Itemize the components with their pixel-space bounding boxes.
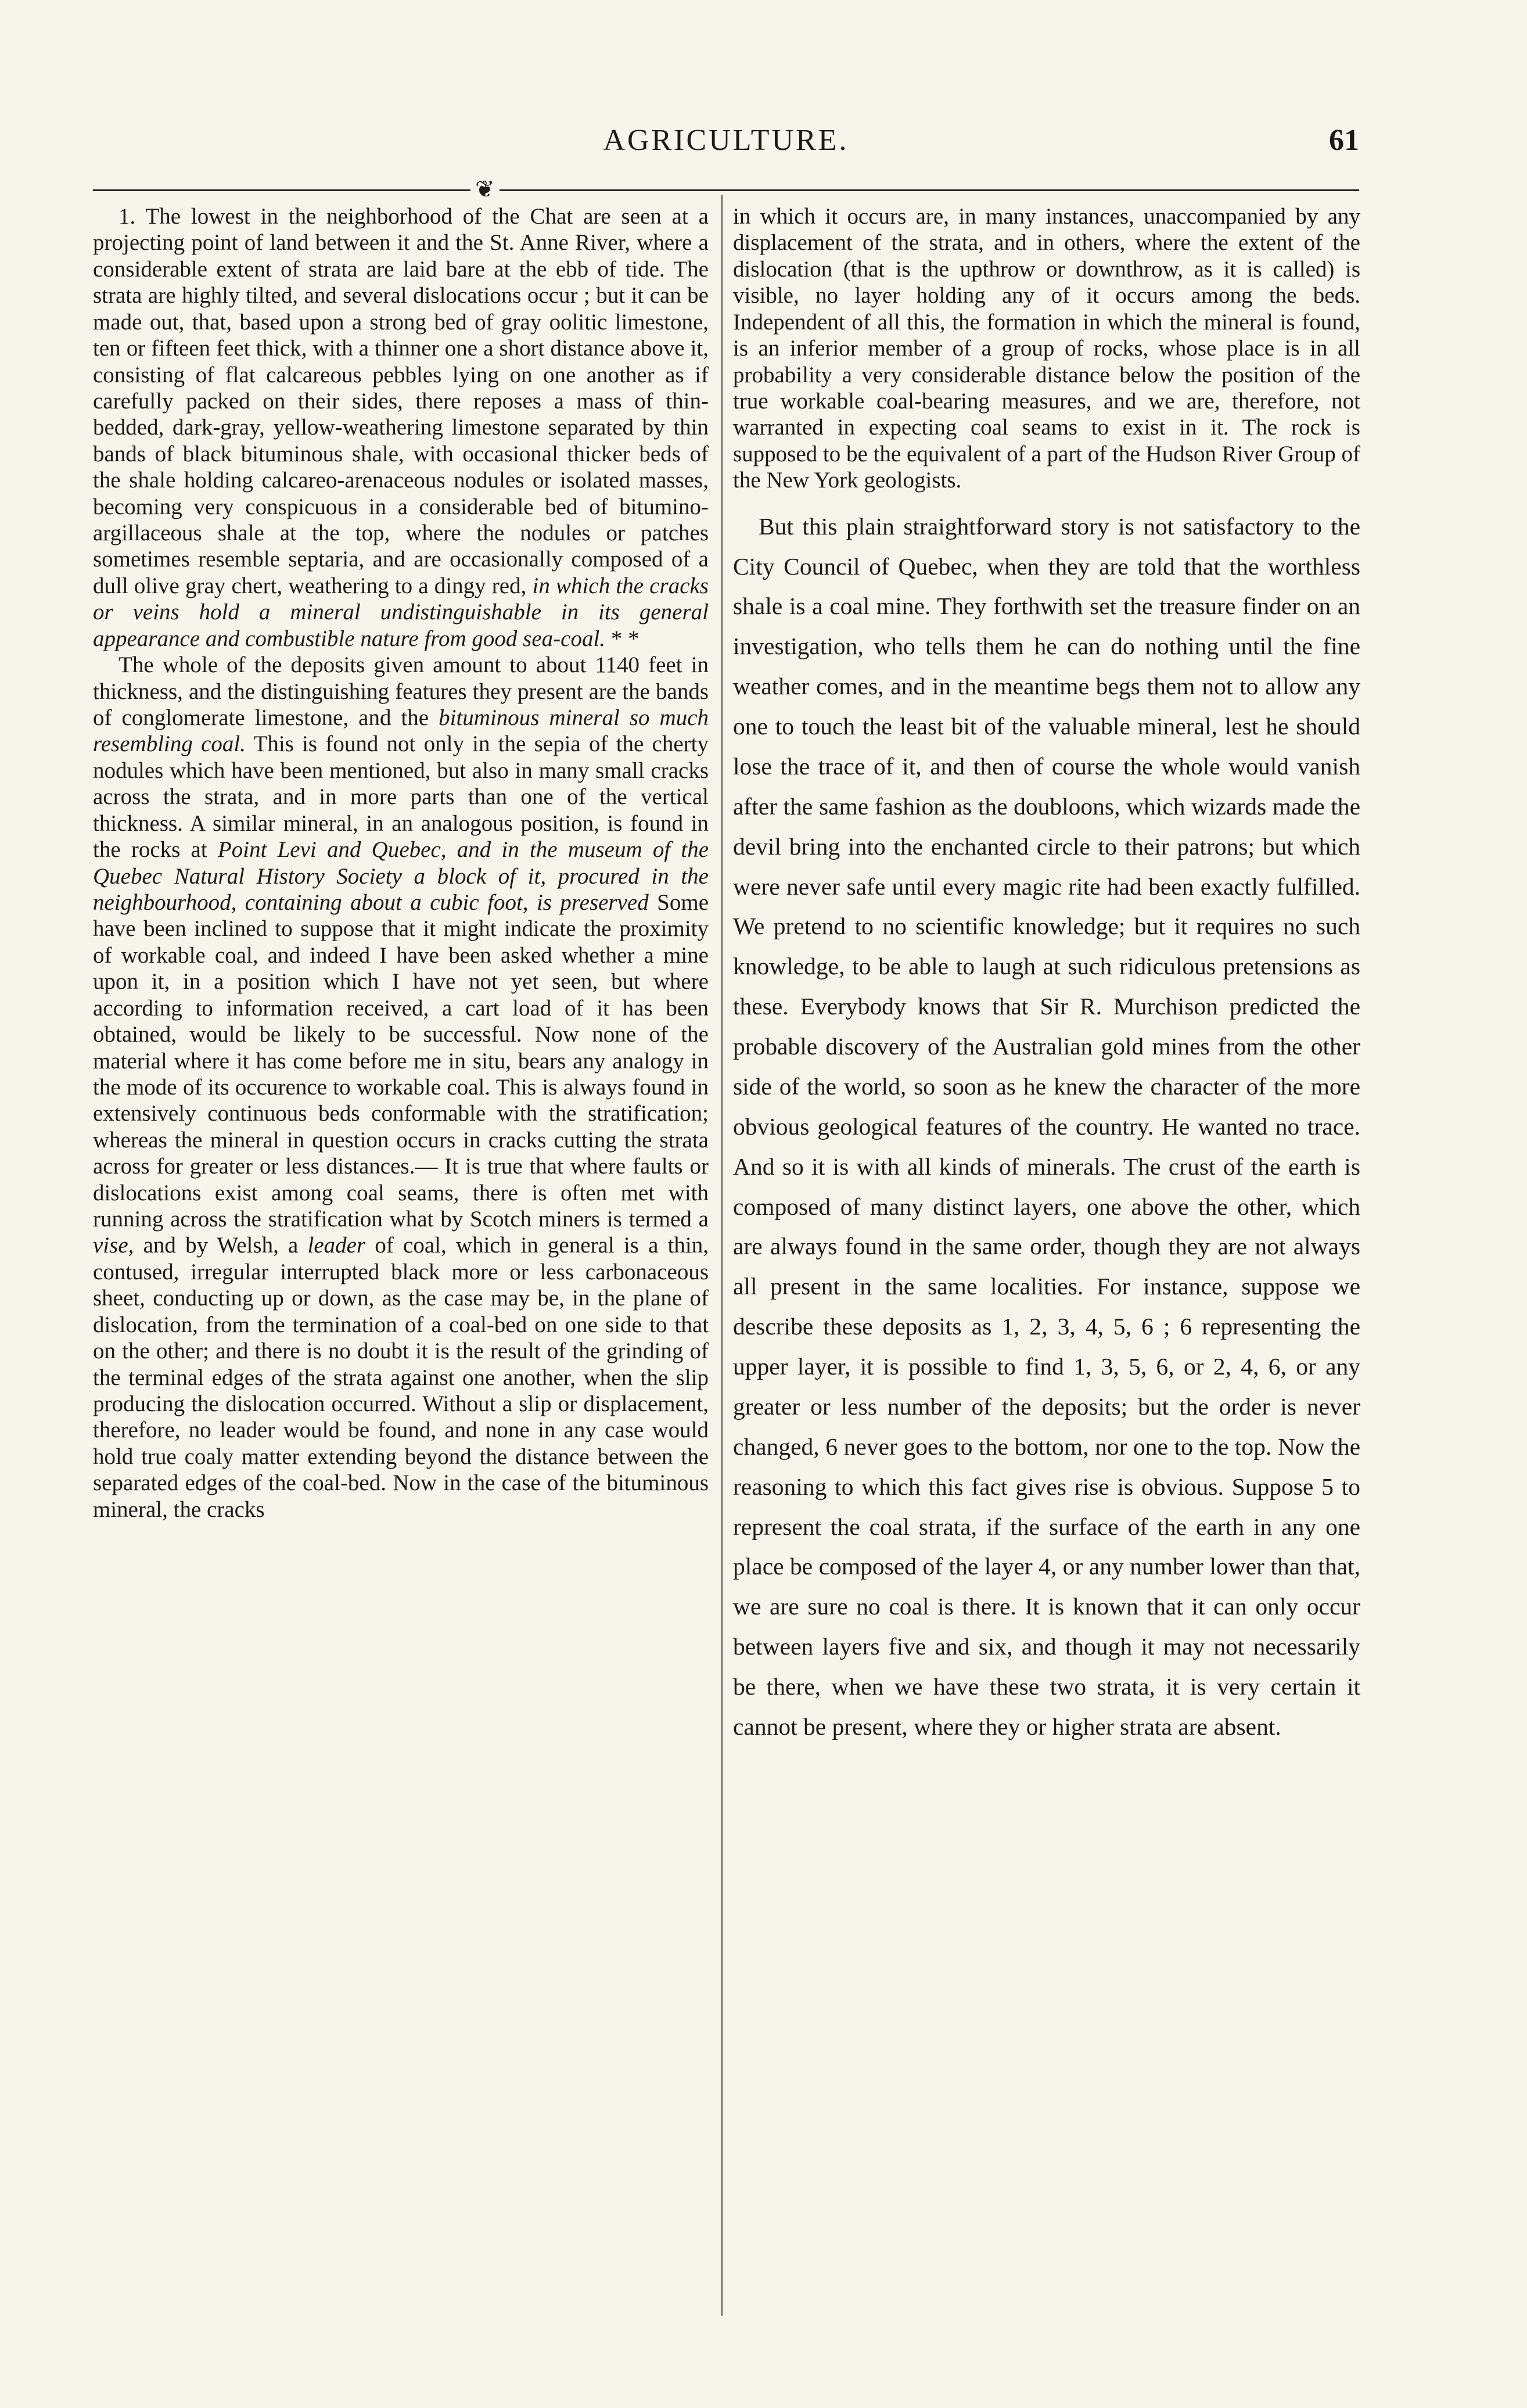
paragraph-continuation: in which it occurs are, in many instances, unaccompanied by any displacement of the strata, and in others, where the extent of the dislocation (that is the upthrow or downthrow, as it is called) is visible, no layer holding any of it occurs among the beds. Independent of all this, the formation in which the mineral is found, is an inferior member of a group of rocks, whose place is in all probability a very considerable distance below the position of the true workable coal-bearing measures, and we are, therefore, not warranted in expecting coal seams to exist in it. The rock is supposed to be the equivalent of a part of the Hudson River Group of the New York geologists. [733, 204, 1360, 493]
text-run: Some have been inclined to suppose that it might indicate the proximity of workable coal, and indeed I have been asked whether a mine upon it, in a position which I have not yet seen, but where according to information received, a cart load of it has been obtained, would be likely to be successful. Now none of the material where it has come before me in situ, bears any analogy in the mode of its occurence to workable coal. This is always found in extensively continuous beds conformable with the stratification; whereas the mineral in question occurs in cracks cutting the strata across for greater or less distances.— It is true that where faults or dislocations exist among coal seams, there is often met with running across the stratification what by Scotch miners is termed a [93, 889, 709, 1232]
left-column [93, 203, 709, 2318]
text-run: The whole of the deposits given amount to about 1140 feet in thickness, and the distinguishing features they present are the bands of conglomerate limestone, and the [93, 652, 709, 731]
italic-run: vise, [93, 1233, 134, 1258]
page-header [93, 123, 1359, 170]
header-rule-line [93, 189, 1359, 191]
column-divider [721, 195, 723, 2316]
right-column [733, 203, 1360, 2318]
header-rule [93, 176, 1359, 202]
italic-run: Point Levi and Quebec, and in the museum of the Quebec Natural History Society a block of it, procured in the neighbourhood, containing about a cubic foot, is preserved [93, 837, 709, 915]
paragraph-lowest-strata [93, 203, 709, 652]
text-run: 1. The lowest in the neighborhood of the Chat are seen at a projecting point of land between it and the St. Anne River, where a considerable extent of strata are laid bare at the ebb of tide. The strata are highly tilted, and several dislocations occur ; but it can be made out, that, based upon a strong bed of gray oolitic limestone, ten or fifteen feet thick, with a thinner one a short distance above it, consisting of flat calcareous pebbles lying on one another as if carefully packed on their sides, there reposes a mass of thin-bedded, dark-gray, yellow-weathering limestone separated by thin bands of black bituminous shale, with occasional thicker beds of the shale holding calcareo-arenaceous nodules or isolated masses, becoming very conspicuous in a considerable bed of bitumino-argillaceous shale at the top, where the nodules or patches sometimes resemble septaria, and are occasionally composed of a dull olive gray chert, weathering to a dingy red, [93, 204, 709, 598]
text-run: of coal, which in general is a thin, contused, irregular interrupted black more or less carbonaceous sheet, conducting up or down, as the case may be, in the plane of dislocation, from the termination of a coal-bed on one side to that on the other; and there is no doubt it is the result of the grinding of the terminal edges of the strata against one another, when the slip producing the dislocation occurred. Without a slip or displacement, therefore, no leader would be found, and none in any case would hold true coaly matter extending beyond the distance between the separated edges of the coal-bed. Now in the case of the bituminous mineral, the cracks [93, 1233, 709, 1522]
text-run: and by Welsh, a [143, 1233, 299, 1258]
rule-ornament-icon: ❦ [470, 175, 500, 203]
italic-run: leader [307, 1233, 366, 1258]
italic-run: bituminous mineral so much resembling coal. [93, 705, 709, 757]
asterisks: * * [610, 626, 639, 651]
text-run: This is found not only in the sepia of the cherty nodules which have been mentioned, but also in many small cracks across the strata, and in more parts than one of the vertical thickness. A similar mineral, in an analogous position, is found in the rocks at [93, 731, 709, 863]
italic-run: in which the cracks or veins hold a mineral undistinguishable in its general appearance and combustible nature from good sea-coal. [93, 573, 709, 651]
paragraph-city-council: But this plain straightforward story is not satisfactory to the City Council of Quebec, when they are told that the worthless shale is a coal mine. They forthwith set the treasure finder on an investigation, who tells them he can do nothing until the fine weather comes, and in the meantime begs them not to allow any one to touch the least bit of the valuable mineral, lest he should lose the trace of it, and then of course the whole would vanish after the same fashion as the doubloons, which wizards made the devil bring into the enchanted circle to their patrons; but which were never safe until every magic rite had been exactly fulfilled. We pretend to no scientific knowledge; but it requires no such knowledge, to be able to laugh at such ridiculous pretensions as these. Everybody knows that Sir R. Murchison predicted the probable discovery of the Australian gold mines from the other side of the world, so soon as he knew the character of the more obvious geological features of the country. He wanted no trace. And so it is with all kinds of minerals. The crust of the earth is composed of many distinct layers, one above the other, which are always found in the same order, though they are not always all present in the same localities. For instance, suppose we describe these deposits as 1, 2, 3, 4, 5, 6 ; 6 representing the upper layer, it is possible to find 1, 3, 5, 6, or 2, 4, 6, or any greater or less number of the deposits; but the order is never changed, 6 never goes to the bottom, nor one to the top. Now the reasoning to which this fact gives rise is obvious. Suppose 5 to represent the coal strata, if the surface of the earth in any one place be composed of the layer 4, or any number lower than that, we are sure no coal is there. It is known that it can only occur between layers five and six, and though it may not necessarily be there, when we have these two strata, it is very certain it cannot be present, where they or higher strata are absent. [733, 512, 1360, 1740]
paragraph-deposits [93, 652, 709, 1523]
page-number: 61 [1329, 124, 1359, 157]
running-head: AGRICULTURE. [603, 124, 849, 157]
